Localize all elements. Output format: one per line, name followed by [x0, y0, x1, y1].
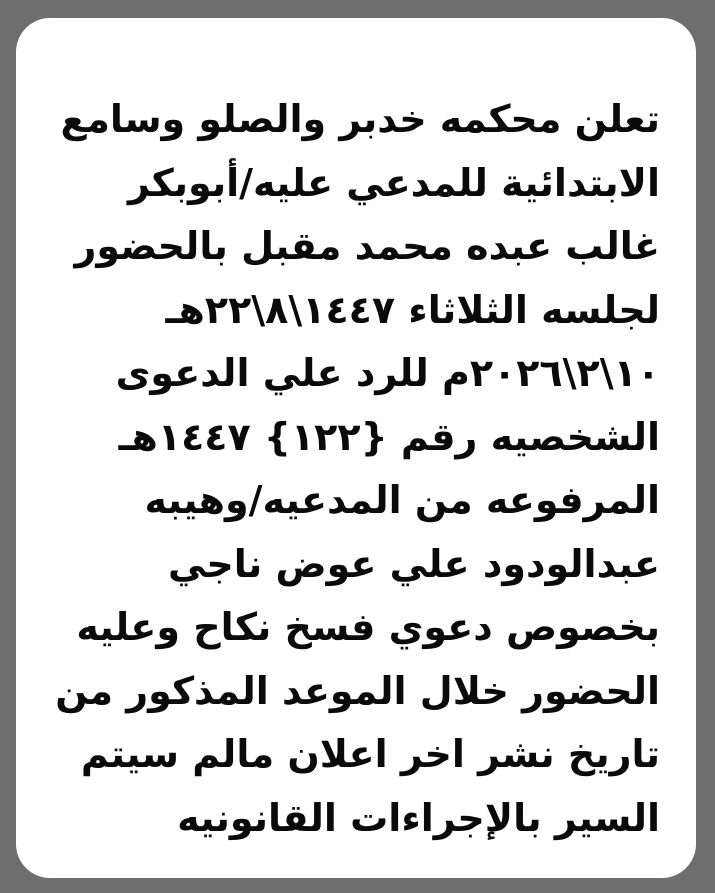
notice-line-12: السير بالإجراءات القانونيه — [177, 795, 660, 840]
notice-text — [52, 88, 660, 850]
notice-line-10: الحضور خلال الموعد المذكور من — [55, 668, 660, 713]
notice-line-3: غالب عبده محمد مقبل بالحضور — [74, 224, 660, 268]
notice-line-5: ١٠\٢\٢٠٢٦م للرد علي الدعوى — [115, 351, 660, 395]
notice-line-2: الابتدائية للمدعي عليه/أبوبكر — [128, 160, 660, 205]
notice-line-11: تاريخ نشر اخر اعلان مالم سيتم — [80, 732, 660, 776]
notice-line-4: لجلسه الثلاثاء ١٤٤٧\٨\٢٢هـ — [165, 287, 660, 332]
notice-line-1: تعلن محكمه خدبر والصلو وسامع — [60, 97, 660, 141]
notice-line-9: بخصوص دعوي فسخ نكاح وعليه — [76, 605, 660, 649]
notice-line-6: الشخصيه رقم {١٢٢} ١٤٤٧هـ — [118, 414, 660, 459]
notice-card — [16, 18, 696, 878]
notice-line-8: عبدالودود علي عوض ناجي — [167, 541, 660, 586]
notice-line-7: المرفوعه من المدعيه/وهيبه — [144, 478, 660, 522]
